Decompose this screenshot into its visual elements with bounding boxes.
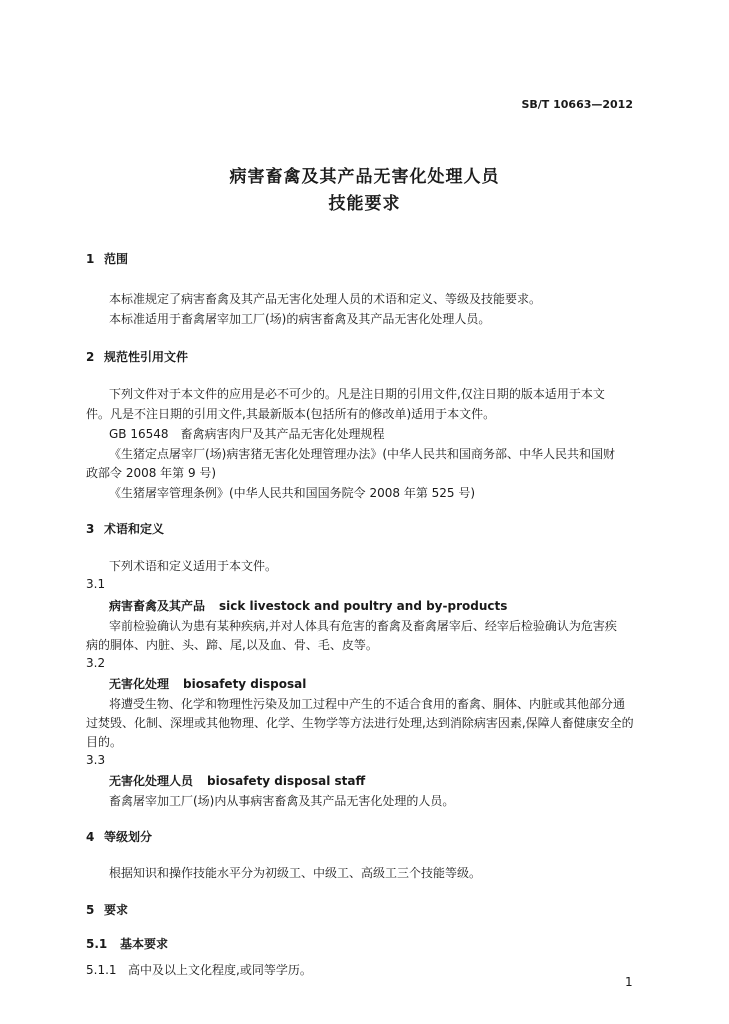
term-3-1	[109, 597, 507, 614]
term-3-2-definition-line-1: 将遭受生物、化学和物理性污染及加工过程中产生的不适合食用的畜禽、胴体、内脏或其他部分通	[109, 697, 626, 711]
term-3-1-definition-line-2: 病的胴体、内脏、头、蹄、尾,以及血、骨、毛、皮等。	[86, 638, 378, 652]
section-title: 要求	[104, 903, 129, 917]
section-1-paragraph-2: 本标准适用于畜禽屠宰加工厂(场)的病害畜禽及其产品无害化处理人员。	[109, 312, 491, 326]
term-3-1-definition-line-1: 宰前检验确认为患有某种疾病,并对人体具有危害的畜禽及畜禽屠宰后、经宰后检验确认为危害疾	[109, 619, 617, 633]
section-4-heading	[86, 828, 152, 845]
document-title-line1: 病害畜禽及其产品无害化处理人员	[229, 167, 500, 187]
term-chinese: 病害畜禽及其产品	[109, 599, 206, 613]
standard-code: SB/T 10663—2012	[521, 98, 633, 111]
section-title: 范围	[104, 252, 129, 266]
reference-management-measures-line-1: 《生猪定点屠宰厂(场)病害猪无害化处理管理办法》(中华人民共和国商务部、中华人民共和国财	[109, 447, 616, 461]
section-number: 1	[86, 252, 95, 266]
reference-slaughter-regulations: 《生猪屠宰管理条例》(中华人民共和国国务院令 2008 年第 525 号)	[109, 486, 476, 500]
page-number: 1	[625, 975, 633, 989]
term-chinese: 无害化处理	[109, 677, 170, 691]
item-text: 高中及以上文化程度,或同等学历。	[128, 963, 312, 977]
subsection-number: 5.1	[86, 937, 108, 951]
section-number: 3	[86, 522, 95, 536]
term-3-2-definition-line-2: 过焚毁、化制、深埋或其他物理、化学、生物学等方法进行处理,达到消除病害因素,保障人畜健康安全的	[86, 716, 634, 730]
section-number: 5	[86, 903, 95, 917]
item-5-1-1	[86, 961, 312, 978]
section-5-heading	[86, 901, 128, 918]
term-3-2-number: 3.2	[86, 656, 106, 670]
term-3-3-number: 3.3	[86, 753, 106, 767]
section-title: 术语和定义	[104, 522, 165, 536]
section-3-intro: 下列术语和定义适用于本文件。	[109, 559, 278, 573]
section-number: 2	[86, 350, 95, 364]
term-english: biosafety disposal	[183, 677, 307, 691]
term-english: biosafety disposal staff	[207, 774, 366, 788]
term-3-2	[109, 675, 306, 692]
item-number: 5.1.1	[86, 963, 117, 977]
reference-gb16548: GB 16548 畜禽病害肉尸及其产品无害化处理规程	[109, 427, 385, 441]
section-title: 规范性引用文件	[104, 350, 189, 364]
section-2-heading	[86, 348, 188, 365]
term-english: sick livestock and poultry and by-products	[219, 599, 508, 613]
section-3-heading	[86, 520, 164, 537]
term-3-2-definition-line-3: 目的。	[86, 735, 123, 749]
section-title: 等级划分	[104, 830, 153, 844]
subsection-title: 基本要求	[120, 937, 169, 951]
term-3-3-definition: 畜禽屠宰加工厂(场)内从事病害畜禽及其产品无害化处理的人员。	[109, 794, 455, 808]
section-4-paragraph: 根据知识和操作技能水平分为初级工、中级工、高级工三个技能等级。	[109, 866, 482, 880]
term-3-3	[109, 772, 365, 789]
subsection-5-1-heading	[86, 935, 168, 952]
term-3-1-number: 3.1	[86, 577, 106, 591]
section-2-paragraph-line-1: 下列文件对于本文件的应用是必不可少的。凡是注日期的引用文件,仅注日期的版本适用于本文	[109, 387, 605, 401]
document-title-line2: 技能要求	[328, 194, 401, 214]
section-1-paragraph-1: 本标准规定了病害畜禽及其产品无害化处理人员的术语和定义、等级及技能要求。	[109, 292, 542, 306]
reference-management-measures-line-2: 政部令 2008 年第 9 号)	[86, 466, 217, 480]
section-2-paragraph-line-2: 件。凡是不注日期的引用文件,其最新版本(包括所有的修改单)适用于本文件。	[86, 407, 496, 421]
section-1-heading	[86, 250, 128, 267]
section-number: 4	[86, 830, 95, 844]
term-chinese: 无害化处理人员	[109, 774, 194, 788]
